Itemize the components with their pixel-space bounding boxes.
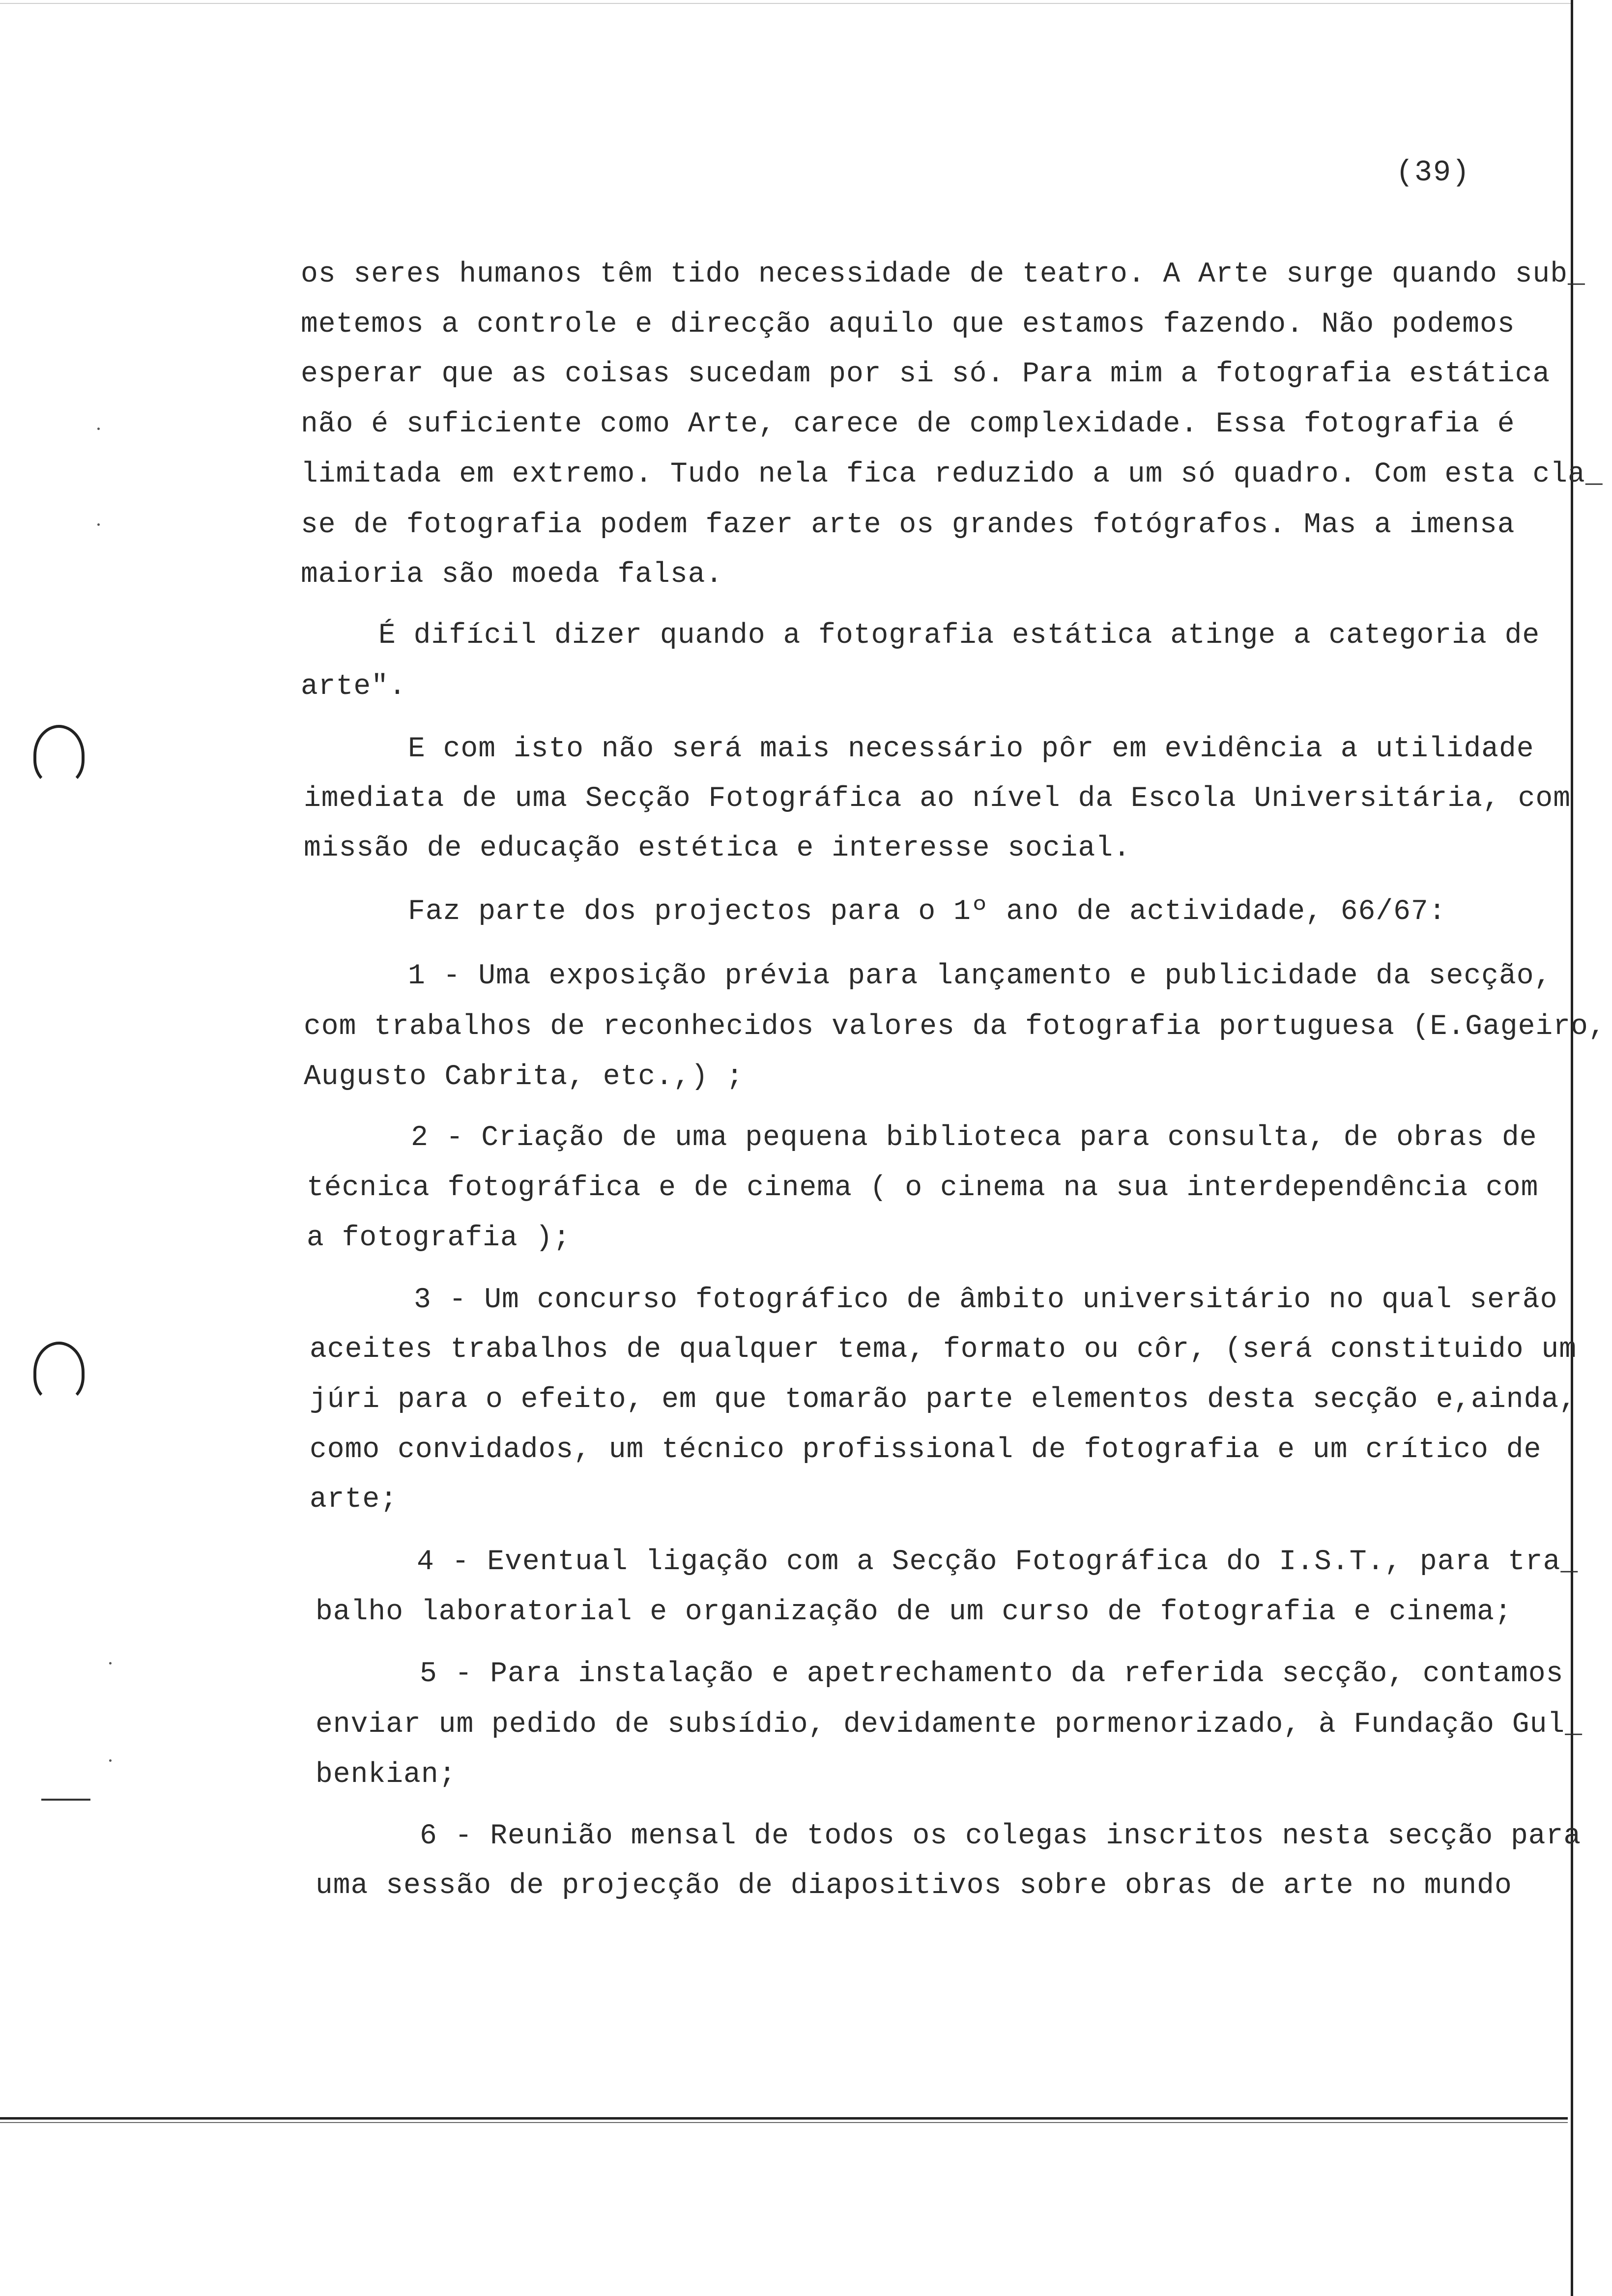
margin-speck (97, 428, 100, 430)
text-line: júri para o efeito, em que tomarão parte elementos desta secção e,ainda, (310, 1384, 1577, 1416)
text-line: metemos a controle e direcção aquilo que estamos fazendo. Não podemos (301, 309, 1515, 341)
text-line: 2 - Criação de uma pequena biblioteca para consulta, de obras de (411, 1122, 1537, 1154)
bottom-rule (0, 2117, 1568, 2120)
text-line: 1 - Uma exposição prévia para lançamento e publicidade da secção, (408, 960, 1552, 992)
text-line: 6 - Reunião mensal de todos os colegas inscritos nesta secção para (420, 1820, 1582, 1852)
margin-speck (109, 1662, 112, 1665)
text-line: com trabalhos de reconhecidos valores da fotografia portuguesa (E.Gageiro, (304, 1011, 1606, 1043)
text-line: É difícil dizer quando a fotografia estática atinge a categoria de (378, 620, 1540, 652)
text-line: balho laboratorial e organização de um curso de fotografia e cinema; (316, 1596, 1512, 1628)
right-margin-rule (1571, 0, 1573, 2296)
text-line: esperar que as coisas sucedam por si só. Para mim a fotografia estática (301, 358, 1551, 390)
text-line: arte; (310, 1484, 398, 1516)
text-line: benkian; (316, 1759, 457, 1791)
text-line: arte". (301, 671, 406, 703)
text-line: 3 - Um concurso fotográfico de âmbito universitário no qual serão (414, 1284, 1558, 1316)
text-line: se de fotografia podem fazer arte os grandes fotógrafos. Mas a imensa (301, 509, 1515, 541)
text-line: técnica fotográfica e de cinema ( o cinema na sua interdependência com (307, 1172, 1539, 1204)
text-line: limitada em extremo. Tudo nela fica reduzido a um só quadro. Com esta cla_ (301, 459, 1603, 490)
margin-speck (97, 523, 100, 526)
punch-hole (33, 725, 85, 786)
page-number: (39) (1396, 156, 1471, 190)
text-line: E com isto não será mais necessário pôr em evidência a utilidade (408, 733, 1534, 765)
text-line: 5 - Para instalação e apetrechamento da referida secção, contamos (420, 1658, 1564, 1690)
text-line: os seres humanos têm tido necessidade de teatro. A Arte surge quando sub_ (301, 258, 1585, 290)
text-line: Augusto Cabrita, etc.,) ; (304, 1061, 744, 1093)
text-line: aceites trabalhos de qualquer tema, formato ou côr, (será constituido um (310, 1334, 1577, 1366)
text-line: uma sessão de projecção de diapositivos sobre obras de arte no mundo (316, 1870, 1512, 1902)
text-line: enviar um pedido de subsídio, devidamente pormenorizado, à Fundação Gul_ (316, 1709, 1583, 1741)
margin-mark (41, 1799, 90, 1801)
text-line: missão de educação estética e interesse social. (304, 832, 1131, 864)
top-edge-line (0, 3, 1571, 4)
punch-hole (33, 1342, 85, 1403)
bottom-rule-shadow (0, 2122, 1568, 2123)
text-line: como convidados, um técnico profissional de fotografia e um crítico de (310, 1434, 1542, 1466)
text-line: Faz parte dos projectos para o 1º ano de actividade, 66/67: (408, 896, 1446, 928)
text-line: a fotografia ); (307, 1222, 571, 1254)
text-line: imediata de uma Secção Fotográfica ao nível da Escola Universitária, com (304, 783, 1571, 815)
text-line: maioria são moeda falsa. (301, 559, 723, 591)
text-line: 4 - Eventual ligação com a Secção Fotográfica do I.S.T., para tra_ (417, 1546, 1579, 1578)
text-line: não é suficiente como Arte, carece de complexidade. Essa fotografia é (301, 408, 1515, 440)
margin-speck (109, 1759, 112, 1762)
